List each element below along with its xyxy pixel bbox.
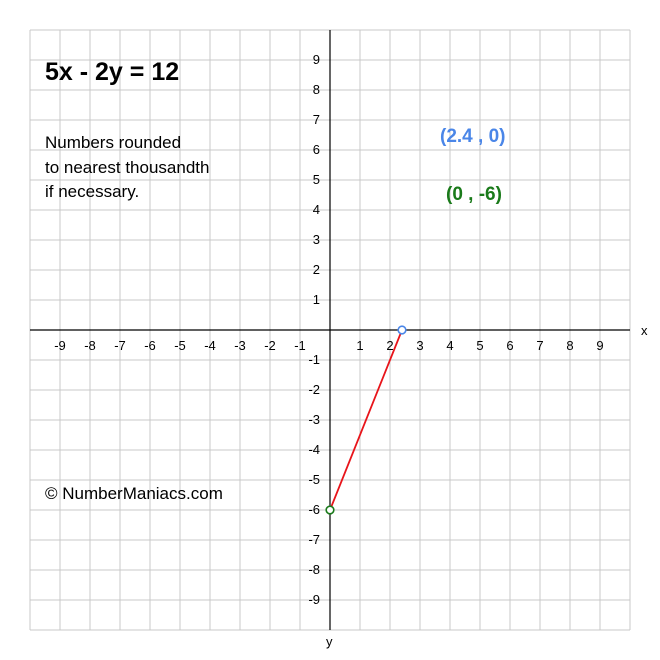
y-tick-label: -7 (308, 532, 320, 547)
x-axis-label: x (641, 323, 648, 338)
y-tick-label: 7 (312, 112, 320, 127)
y-intercept-point (326, 506, 334, 514)
y-tick-label: -5 (308, 472, 320, 487)
x-tick-label: 4 (446, 338, 454, 353)
y-intercept-label: (0 , -6) (446, 184, 502, 205)
equation-title: 5x - 2y = 12 (45, 58, 180, 86)
x-tick-label: 8 (566, 338, 574, 353)
x-intercept-point (398, 326, 406, 334)
y-tick-label: -9 (308, 592, 320, 607)
x-tick-label: 7 (536, 338, 544, 353)
copyright-notice: © NumberManiacs.com (45, 484, 223, 503)
y-tick-label: 1 (312, 292, 320, 307)
x-tick-label: -2 (264, 338, 276, 353)
x-tick-label: 5 (476, 338, 484, 353)
note-line-1: Numbers rounded (45, 133, 182, 152)
x-tick-label: -9 (54, 338, 66, 353)
y-tick-label: -1 (308, 352, 320, 367)
x-tick-label: -6 (144, 338, 156, 353)
x-tick-label: -3 (234, 338, 246, 353)
y-tick-label: 9 (312, 52, 320, 67)
y-tick-label: 8 (312, 82, 320, 97)
x-tick-label: 6 (506, 338, 514, 353)
x-tick-label: -5 (174, 338, 186, 353)
x-intercept-label: (2.4 , 0) (440, 126, 506, 147)
y-tick-label: 5 (312, 172, 320, 187)
y-tick-label: 2 (312, 262, 320, 277)
y-tick-label: -2 (308, 382, 320, 397)
x-tick-label: 1 (356, 338, 364, 353)
y-axis-label: y (326, 634, 333, 649)
y-tick-label: -4 (308, 442, 320, 457)
x-tick-label: -7 (114, 338, 126, 353)
y-tick-label: -3 (308, 412, 320, 427)
x-tick-label: -8 (84, 338, 96, 353)
x-tick-label: 2 (386, 338, 394, 353)
y-tick-label: -8 (308, 562, 320, 577)
y-tick-label: 4 (312, 202, 320, 217)
x-tick-label: 9 (596, 338, 604, 353)
y-tick-label: -6 (308, 502, 320, 517)
x-tick-label: -1 (294, 338, 306, 353)
x-tick-label: -4 (204, 338, 216, 353)
x-tick-label: 3 (416, 338, 424, 353)
note-line-2: to nearest thousandth (45, 158, 210, 177)
y-tick-label: 3 (312, 232, 320, 247)
note-line-3: if necessary. (45, 182, 140, 201)
y-tick-label: 6 (312, 142, 320, 157)
